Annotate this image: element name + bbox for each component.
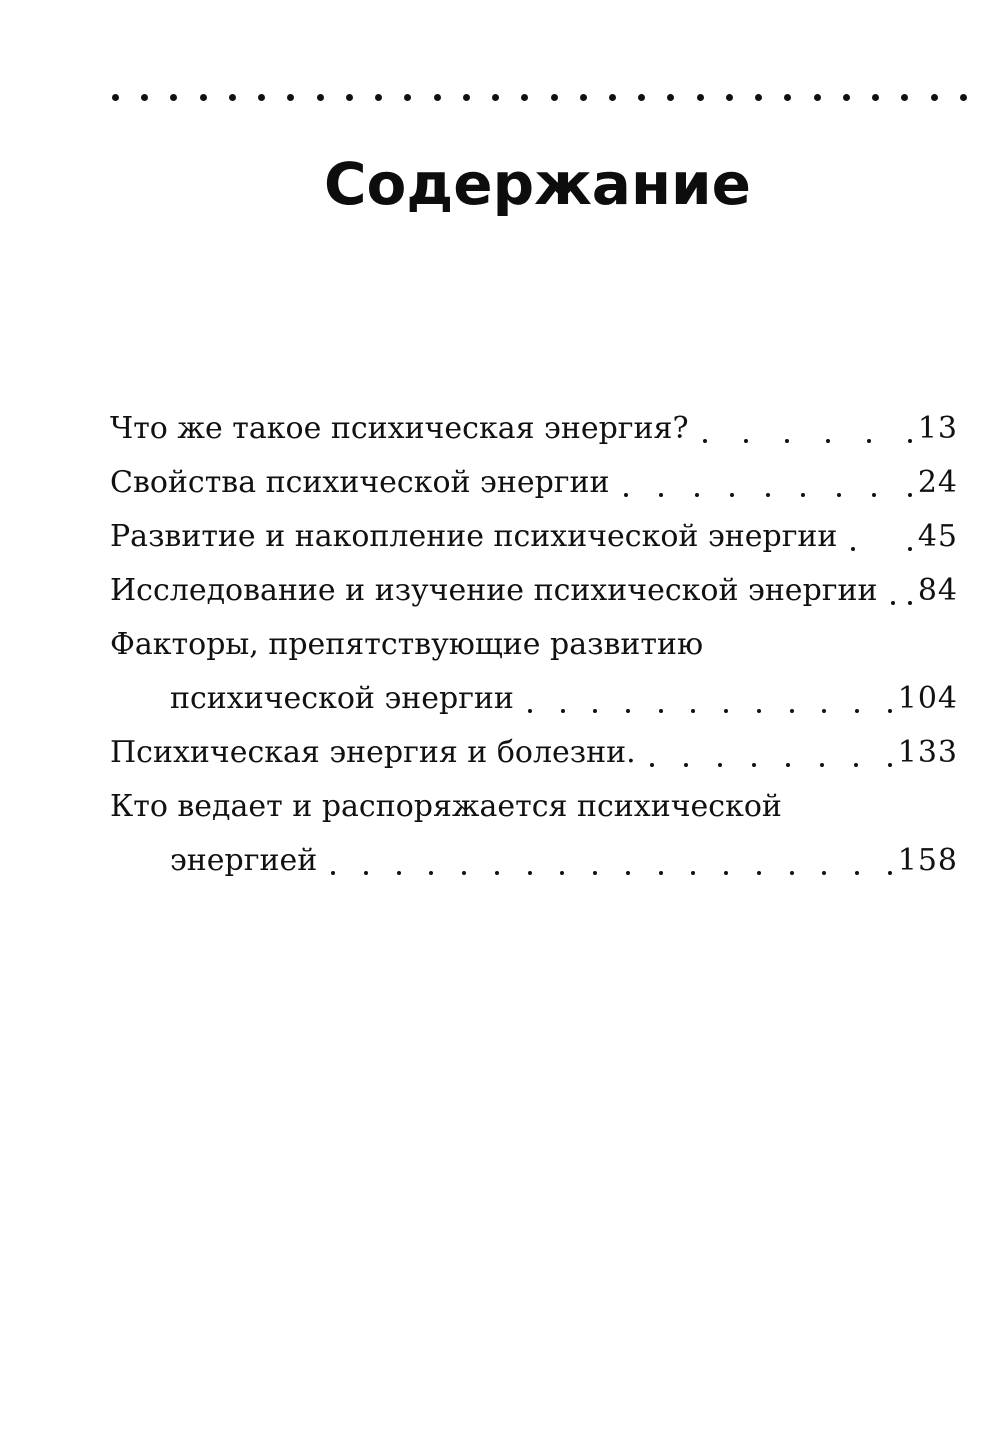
toc-entry-title-continued: энергией <box>170 843 318 878</box>
rule-dot <box>141 94 148 101</box>
leader-dot <box>891 601 895 605</box>
toc-entry-line2[interactable] <box>110 834 958 888</box>
leader-dot <box>397 871 401 875</box>
toc-entry[interactable] <box>110 456 958 510</box>
leader-dot <box>790 709 794 713</box>
leader-dot <box>561 709 565 713</box>
leader-dot <box>786 763 790 767</box>
rule-dot <box>551 94 558 101</box>
dot-leader <box>528 701 892 713</box>
toc-entry-line1[interactable] <box>110 618 958 672</box>
rule-dot <box>609 94 616 101</box>
dot-leader <box>703 431 912 443</box>
leader-dot <box>855 871 859 875</box>
toc-entry-page: 45 <box>917 519 958 554</box>
rule-dot <box>112 94 119 101</box>
dotted-rule <box>112 88 967 106</box>
dot-leader <box>851 539 911 551</box>
leader-dot <box>888 871 892 875</box>
leader-dot <box>462 871 466 875</box>
leader-dot <box>724 709 728 713</box>
table-of-contents <box>110 402 958 888</box>
rule-dot <box>317 94 324 101</box>
rule-dot <box>901 94 908 101</box>
toc-entry-page: 158 <box>897 843 958 878</box>
leader-dot <box>826 439 830 443</box>
toc-entry-title: Что же такое психическая энергия? <box>110 411 689 446</box>
leader-dot <box>888 709 892 713</box>
dot-leader <box>624 485 912 497</box>
leader-dot <box>744 439 748 443</box>
leader-dot <box>593 709 597 713</box>
rule-dot <box>258 94 265 101</box>
leader-dot <box>757 709 761 713</box>
leader-dot <box>718 763 722 767</box>
leader-dot <box>691 709 695 713</box>
toc-entry[interactable] <box>110 402 958 456</box>
leader-dot <box>659 493 663 497</box>
rule-dot <box>404 94 411 101</box>
leader-dot <box>766 493 770 497</box>
leader-dot <box>691 871 695 875</box>
leader-dot <box>703 439 707 443</box>
leader-dot <box>659 871 663 875</box>
leader-dot <box>785 439 789 443</box>
rule-dot <box>580 94 587 101</box>
rule-dot <box>521 94 528 101</box>
rule-dot <box>170 94 177 101</box>
leader-dot <box>695 493 699 497</box>
leader-dot <box>790 871 794 875</box>
toc-entry-page: 133 <box>897 735 958 770</box>
leader-dot <box>822 709 826 713</box>
rule-dot <box>638 94 645 101</box>
rule-dot <box>784 94 791 101</box>
leader-dot <box>684 763 688 767</box>
leader-dot <box>495 871 499 875</box>
leader-dot <box>528 871 532 875</box>
toc-entry[interactable] <box>110 726 958 780</box>
leader-dot <box>851 547 855 551</box>
dot-leader <box>650 755 892 767</box>
toc-entry-page: 104 <box>897 681 958 716</box>
rule-dot <box>200 94 207 101</box>
leader-dot <box>626 709 630 713</box>
toc-entry[interactable] <box>110 564 958 618</box>
rule-dot <box>375 94 382 101</box>
leader-dot <box>854 763 858 767</box>
toc-entry-title: Факторы, препятствующие развитию <box>110 627 704 662</box>
leader-dot <box>752 763 756 767</box>
rule-dot <box>229 94 236 101</box>
leader-dot <box>837 493 841 497</box>
leader-dot <box>820 763 824 767</box>
leader-dot <box>724 871 728 875</box>
leader-dot <box>528 709 532 713</box>
rule-dot <box>872 94 879 101</box>
toc-entry-line2[interactable] <box>110 672 958 726</box>
rule-dot <box>755 94 762 101</box>
leader-dot <box>801 493 805 497</box>
rule-dot <box>814 94 821 101</box>
leader-dot <box>730 493 734 497</box>
leader-dot <box>908 439 912 443</box>
toc-entry-title: Свойства психической энергии <box>110 465 610 500</box>
toc-entry[interactable] <box>110 510 958 564</box>
leader-dot <box>624 493 628 497</box>
rule-dot <box>697 94 704 101</box>
leader-dot <box>867 439 871 443</box>
leader-dot <box>908 493 912 497</box>
leader-dot <box>429 871 433 875</box>
dot-leader <box>891 593 911 605</box>
toc-entry-title: Кто ведает и распоряжается психической <box>110 789 782 824</box>
toc-entry-title-continued: психической энергии <box>170 681 514 716</box>
rule-dot <box>843 94 850 101</box>
rule-dot <box>346 94 353 101</box>
leader-dot <box>908 547 912 551</box>
leader-dot <box>364 871 368 875</box>
rule-dot <box>726 94 733 101</box>
rule-dot <box>960 94 967 101</box>
toc-entry-title: Развитие и накопление психической энергии <box>110 519 838 554</box>
leader-dot <box>855 709 859 713</box>
toc-entry-title: Психическая энергия и болезни. <box>110 735 636 770</box>
toc-entry-page: 84 <box>917 573 958 608</box>
leader-dot <box>822 871 826 875</box>
toc-entry-title: Исследование и изучение психической энергии <box>110 573 878 608</box>
leader-dot <box>888 763 892 767</box>
rule-dot <box>463 94 470 101</box>
leader-dot <box>626 871 630 875</box>
leader-dot <box>560 871 564 875</box>
leader-dot <box>593 871 597 875</box>
rule-dot <box>492 94 499 101</box>
page-title: Содержание <box>323 150 751 218</box>
leader-dot <box>659 709 663 713</box>
rule-dot <box>931 94 938 101</box>
leader-dot <box>331 871 335 875</box>
dot-leader <box>331 863 892 875</box>
toc-entry-line1[interactable] <box>110 780 958 834</box>
rule-dot <box>667 94 674 101</box>
leader-dot <box>650 763 654 767</box>
rule-dot <box>287 94 294 101</box>
leader-dot <box>872 493 876 497</box>
toc-entry-page: 13 <box>917 411 958 446</box>
toc-entry-page: 24 <box>917 465 958 500</box>
leader-dot <box>757 871 761 875</box>
leader-dot <box>908 601 912 605</box>
rule-dot <box>434 94 441 101</box>
